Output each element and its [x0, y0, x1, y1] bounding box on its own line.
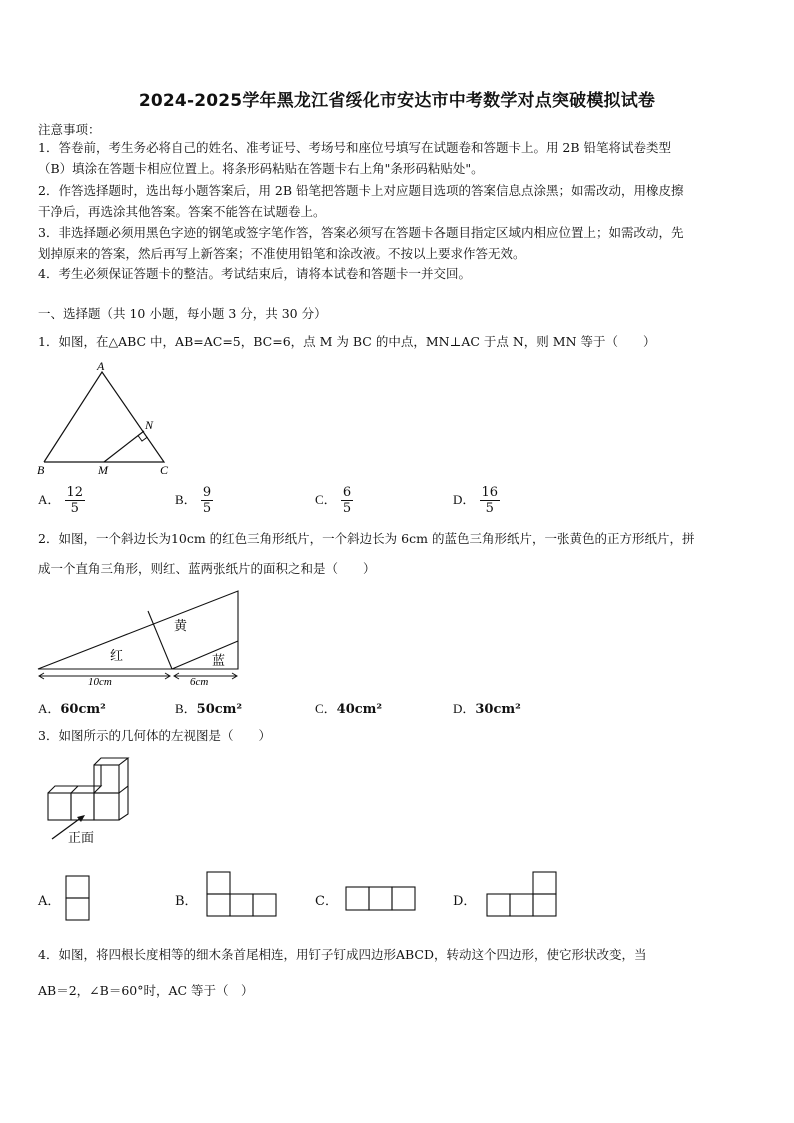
q2-label-10cm: 10cm [88, 676, 112, 687]
notice-line-7: 4．考生必须保证答题卡的整洁。考试结束后，请将本试卷和答题卡一并交回。 [38, 266, 471, 281]
denominator: 5 [70, 501, 79, 516]
option-letter: B． [175, 492, 197, 507]
q2-stem-line-1: 2．如图，一个斜边长为10cm 的红色三角形纸片，一个斜边长为 6cm 的蓝色三角形纸片，一张黄色的正方形纸片，拼 [38, 531, 695, 546]
q2-option-b [175, 698, 242, 717]
page-title: 2024-2025学年黑龙江省绥化市安达市中考数学对点突破模拟试卷 [138, 91, 656, 111]
notice-line-4: 干净后，再选涂其他答案。答案不能答在试题卷上。 [38, 204, 326, 219]
q2-label-6cm: 6cm [190, 676, 209, 687]
q1-option-c [315, 485, 353, 516]
q2-stem-line-2: 成一个直角三角形，则红、蓝两张纸片的面积之和是（ ） [38, 561, 376, 576]
q3-option-a-view [64, 874, 92, 922]
option-text: 60cm² [60, 702, 106, 717]
notice-line-6: 划掉原来的答案，然后再写上新答案；不准使用铅笔和涂改液。不按以上要求作答无效。 [38, 246, 526, 261]
q1-label-m: M [98, 463, 108, 477]
q2-red-edge [148, 611, 172, 669]
option-letter: B． [175, 701, 197, 716]
q1-option-b [175, 485, 213, 516]
q1-label-a: A [97, 359, 105, 373]
option-letter: C． [315, 701, 337, 716]
notice-heading: 注意事项： [38, 122, 101, 137]
q1-triangle [44, 372, 164, 462]
option-letter: C． [315, 492, 337, 507]
option-letter: A． [38, 701, 61, 716]
q2-label-blue: 蓝 [212, 653, 226, 668]
option-text: 50cm² [196, 702, 243, 717]
numerator: 6 [342, 485, 352, 500]
q1-option-d [453, 485, 500, 516]
q2-option-c [315, 698, 382, 717]
q2-option-d [453, 698, 521, 717]
q1-option-a [38, 485, 85, 516]
notice-line-2: （B）填涂在答题卡相应位置上。将条形码粘贴在答题卡右上角"条形码粘贴处"。 [38, 161, 484, 176]
q2-option-a [38, 698, 106, 717]
q1-stem: 1．如图，在△ABC 中，AB=AC=5，BC=6，点 M 为 BC 的中点，MN⊥AC 于点 N，则 MN 等于（ ） [38, 334, 656, 349]
section-heading: 一、选择题（共 10 小题，每小题 3 分，共 30 分） [38, 306, 327, 321]
notice-line-3: 2．作答选择题时，选出每小题答案后，用 2B 铅笔把答题卡上对应题目选项的答案信息点涂黑；如需改动，用橡皮擦 [38, 183, 684, 198]
q3-option-d-label: D． [453, 894, 477, 909]
q2-label-red: 红 [110, 648, 124, 663]
numerator: 16 [481, 485, 499, 500]
notice-line-5: 3．非选择题必须用黑色字迹的钢笔或签字笔作答，答案必须写在答题卡各题目指定区域内相应位置上；如需改动，先 [38, 225, 684, 240]
q3-option-c-view [344, 885, 418, 913]
q1-label-b: B [37, 463, 45, 477]
q1-triangle-figure [34, 358, 184, 478]
q2-label-yellow: 黄 [174, 618, 188, 633]
notice-line-1: 1．答卷前，考生务必将自己的姓名、准考证号、考场号和座位号填写在试题卷和答题卡上。用 2B 铅笔将试卷类型 [38, 140, 672, 155]
q3-option-a-label: A． [38, 894, 61, 909]
option-letter: A． [38, 492, 61, 507]
option-letter: D． [453, 701, 476, 716]
denominator: 5 [342, 501, 352, 516]
q1-label-n: N [145, 418, 154, 432]
q1-label-c: C [160, 463, 169, 477]
q2-paper-figure [36, 585, 242, 687]
q4-stem-line-1: 4．如图，将四根长度相等的细木条首尾相连，用钉子钉成四边形ABCD，转动这个四边形，使它形状改变，当 [38, 947, 647, 962]
q3-stem: 3．如图所示的几何体的左视图是（ ） [38, 728, 271, 743]
numerator: 12 [66, 485, 84, 500]
arrow-icon [77, 815, 85, 822]
q3-front-label: 正面 [68, 831, 95, 846]
option-text: 30cm² [475, 702, 521, 717]
q3-option-b-view [205, 870, 279, 920]
denominator: 5 [202, 501, 212, 516]
q2-blue-edge [172, 641, 238, 669]
denominator: 5 [485, 501, 494, 516]
q2-big-triangle [38, 591, 238, 669]
q3-option-c-label: C． [315, 894, 338, 909]
q4-stem-line-2: AB＝2，∠B＝60°时，AC 等于（ ） [38, 983, 254, 998]
option-text: 40cm² [336, 702, 383, 717]
q3-option-d-view [485, 870, 559, 920]
numerator: 9 [202, 485, 212, 500]
option-letter: D． [453, 492, 476, 507]
q3-option-b-label: B． [175, 894, 198, 909]
